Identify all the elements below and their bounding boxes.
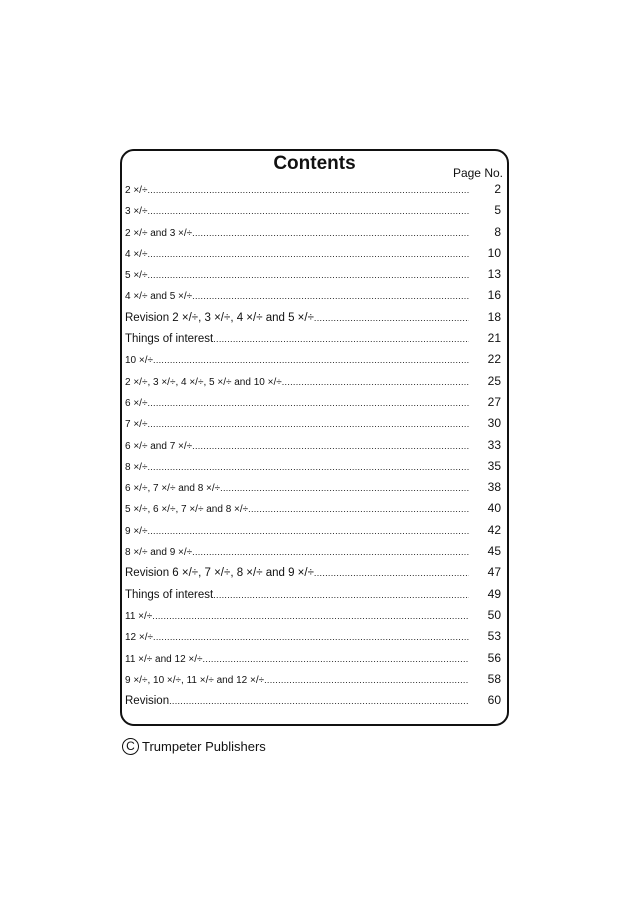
entry-page-number: 22 bbox=[487, 352, 501, 367]
contents-entry[interactable] bbox=[125, 246, 501, 267]
dot-leader bbox=[314, 568, 469, 578]
entry-page-number: 13 bbox=[487, 267, 501, 282]
dot-leader bbox=[192, 441, 469, 451]
dot-leader bbox=[147, 206, 469, 216]
entry-title: 11 ×/÷ bbox=[125, 610, 153, 622]
entry-page-number: 10 bbox=[487, 245, 501, 260]
contents-entry[interactable] bbox=[125, 523, 501, 544]
dot-leader bbox=[203, 654, 469, 664]
entry-title: 5 ×/÷, 6 ×/÷, 7 ×/÷ and 8 ×/÷ bbox=[125, 504, 249, 516]
dot-leader bbox=[153, 355, 469, 365]
entry-page-number: 16 bbox=[487, 288, 501, 303]
entry-title: 8 ×/÷ bbox=[125, 461, 148, 473]
entry-page-number: 50 bbox=[487, 607, 501, 622]
entry-title: 12 ×/÷ bbox=[125, 632, 154, 644]
contents-entry[interactable] bbox=[125, 310, 501, 331]
publisher-name: Trumpeter Publishers bbox=[142, 739, 266, 754]
dot-leader bbox=[147, 270, 469, 280]
dot-leader bbox=[152, 611, 469, 621]
dot-leader bbox=[147, 526, 469, 536]
entry-title: 3 ×/÷ bbox=[125, 206, 148, 218]
dot-leader bbox=[192, 547, 469, 557]
entry-page-number: 2 bbox=[494, 182, 501, 196]
dot-leader bbox=[282, 377, 469, 387]
contents-list bbox=[125, 182, 501, 714]
entry-page-number: 8 bbox=[494, 224, 501, 239]
dot-leader bbox=[147, 185, 469, 195]
entry-title: 9 ×/÷ bbox=[125, 525, 148, 537]
entry-page-number: 35 bbox=[487, 458, 501, 473]
contents-entry[interactable] bbox=[125, 544, 501, 565]
entry-title: Revision 2 ×/÷, 3 ×/÷, 4 ×/÷ and 5 ×/÷ bbox=[125, 311, 314, 324]
entry-title: 9 ×/÷, 10 ×/÷, 11 ×/÷ and 12 ×/÷ bbox=[125, 674, 265, 686]
dot-leader bbox=[169, 696, 469, 706]
contents-entry[interactable] bbox=[125, 672, 501, 693]
contents-entry[interactable] bbox=[125, 416, 501, 437]
contents-entry[interactable] bbox=[125, 331, 501, 352]
dot-leader bbox=[147, 462, 469, 472]
dot-leader bbox=[213, 590, 469, 600]
entry-title: Revision bbox=[125, 695, 170, 708]
contents-entry[interactable] bbox=[125, 480, 501, 501]
entry-title: Things of interest bbox=[125, 588, 214, 601]
contents-entry[interactable] bbox=[125, 225, 501, 246]
contents-entry[interactable] bbox=[125, 651, 501, 672]
contents-entry[interactable] bbox=[125, 395, 501, 416]
contents-entry[interactable] bbox=[125, 459, 501, 480]
dot-leader bbox=[147, 249, 469, 259]
dot-leader bbox=[192, 291, 469, 301]
entry-page-number: 40 bbox=[487, 501, 501, 516]
entry-title: 7 ×/÷ bbox=[125, 419, 148, 431]
dot-leader bbox=[220, 483, 469, 493]
copyright-icon: C bbox=[122, 738, 139, 755]
entry-title: 6 ×/÷, 7 ×/÷ and 8 ×/÷ bbox=[125, 483, 221, 495]
entry-page-number: 53 bbox=[487, 629, 501, 644]
contents-entry[interactable] bbox=[125, 587, 501, 608]
contents-box bbox=[120, 149, 509, 726]
dot-leader bbox=[192, 228, 469, 238]
entry-title: 4 ×/÷ and 5 ×/÷ bbox=[125, 291, 193, 303]
entry-page-number: 25 bbox=[487, 373, 501, 388]
contents-entry[interactable] bbox=[125, 501, 501, 522]
contents-entry[interactable] bbox=[125, 693, 501, 714]
entry-title: 6 ×/÷ bbox=[125, 397, 148, 409]
contents-entry[interactable] bbox=[125, 565, 501, 586]
dot-leader bbox=[153, 632, 469, 642]
entry-title: 10 ×/÷ bbox=[125, 355, 154, 367]
entry-title: 2 ×/÷, 3 ×/÷, 4 ×/÷, 5 ×/÷ and 10 ×/÷ bbox=[125, 376, 282, 388]
entry-title: 2 ×/÷ and 3 ×/÷ bbox=[125, 227, 193, 239]
contents-entry[interactable] bbox=[125, 352, 501, 373]
entry-page-number: 18 bbox=[487, 309, 501, 324]
entry-page-number: 33 bbox=[487, 437, 501, 452]
contents-entry[interactable] bbox=[125, 267, 501, 288]
contents-entry[interactable] bbox=[125, 374, 501, 395]
entry-title: 11 ×/÷ and 12 ×/÷ bbox=[125, 653, 203, 665]
entry-page-number: 42 bbox=[487, 522, 501, 537]
entry-title: 4 ×/÷ bbox=[125, 248, 148, 260]
dot-leader bbox=[248, 504, 469, 514]
contents-entry[interactable] bbox=[125, 182, 501, 203]
copyright-notice bbox=[122, 738, 266, 755]
entry-page-number: 56 bbox=[487, 650, 501, 665]
page-title: Contents bbox=[273, 153, 356, 174]
entry-page-number: 30 bbox=[487, 416, 501, 431]
contents-entry[interactable] bbox=[125, 438, 501, 459]
contents-entry[interactable] bbox=[125, 608, 501, 629]
dot-leader bbox=[264, 675, 469, 685]
entry-page-number: 21 bbox=[487, 331, 501, 346]
entry-title: 2 ×/÷ bbox=[125, 185, 148, 196]
dot-leader bbox=[147, 398, 469, 408]
entry-title: 5 ×/÷ bbox=[125, 270, 148, 282]
entry-title: Revision 6 ×/÷, 7 ×/÷, 8 ×/÷ and 9 ×/÷ bbox=[125, 567, 314, 580]
entry-page-number: 58 bbox=[487, 671, 501, 686]
entry-page-number: 60 bbox=[487, 693, 501, 708]
contents-entry[interactable] bbox=[125, 629, 501, 650]
entry-page-number: 45 bbox=[487, 544, 501, 559]
contents-entry[interactable] bbox=[125, 203, 501, 224]
entry-page-number: 49 bbox=[487, 586, 501, 601]
entry-page-number: 27 bbox=[487, 394, 501, 409]
dot-leader bbox=[213, 334, 469, 344]
dot-leader bbox=[147, 419, 469, 429]
entry-title: 8 ×/÷ and 9 ×/÷ bbox=[125, 547, 193, 559]
contents-entry[interactable] bbox=[125, 288, 501, 309]
entry-page-number: 5 bbox=[494, 203, 501, 218]
entry-title: Things of interest bbox=[125, 333, 214, 346]
entry-page-number: 38 bbox=[487, 480, 501, 495]
page-no-header: Page No. bbox=[452, 166, 503, 180]
entry-page-number: 47 bbox=[487, 565, 501, 580]
entry-title: 6 ×/÷ and 7 ×/÷ bbox=[125, 440, 193, 452]
dot-leader bbox=[314, 313, 469, 323]
